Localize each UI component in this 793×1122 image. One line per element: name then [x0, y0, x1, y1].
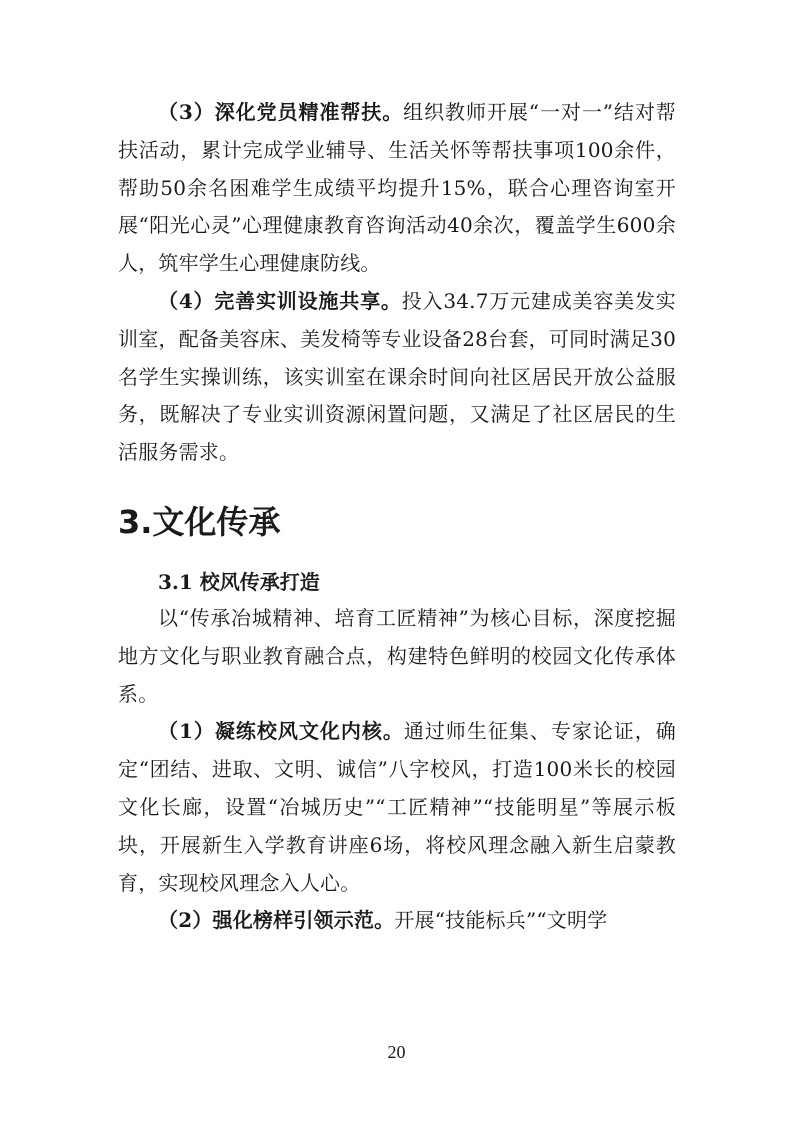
- paragraph-lead: （3）深化党员精准帮扶。: [158, 100, 404, 124]
- document-page: [118, 94, 676, 940]
- paragraph-intro: 以“传承冶城精神、培育工匠精神”为核心目标，深度挖掘地方文化与职业教育融合点，构建特色鲜明的校园文化传承体系。: [118, 605, 676, 706]
- paragraph-body: 通过师生征集、专家论证，确定“团结、进取、文明、诚信”八字校风，打造100米长的校园文化长廊，设置“冶城历史”“工匠精神”“技能明星”等展示板块，开展新生入学教育讲座6场，将校风理念融入新生启蒙教育，实现校风理念入人心。: [118, 719, 676, 895]
- section-heading: 3.文化传承: [118, 502, 281, 541]
- paragraph-party-member-assistance: [118, 94, 676, 283]
- subsection-heading: 3.1 校风传承打造: [158, 569, 320, 594]
- paragraph-lead: （4）完善实训设施共享。: [158, 288, 402, 313]
- paragraph-school-ethos: [118, 713, 676, 902]
- paragraph-body: 开展“技能标兵”“文明学: [394, 908, 608, 933]
- paragraph-body: 投入34.7万元建成美容美发实训室，配备美容床、美发椅等专业设备28台套，可同时满足30名学生实操训练，该实训室在课余时间向社区居民开放公益服务，既解决了专业实训资源闲置问题，又满足了社区居民的生活服务需求。: [118, 288, 676, 465]
- page-number: 20: [387, 1042, 406, 1062]
- paragraph-lead: （1）凝练校风文化内核。: [158, 719, 404, 744]
- paragraph-role-models: [118, 902, 676, 940]
- paragraph-lead: （2）强化榜样引领示范。: [158, 908, 395, 933]
- paragraph-training-facilities: [118, 283, 676, 472]
- paragraph-body: 组织教师开展“一对一”结对帮扶活动，累计完成学业辅导、生活关怀等帮扶事项100余件，帮助50余名困难学生成绩平均提升15%，联合心理咨询室开展“阳光心灵”心理健康教育咨询活动40余次，覆盖学生600余人，筑牢学生心理健康防线。: [118, 100, 677, 276]
